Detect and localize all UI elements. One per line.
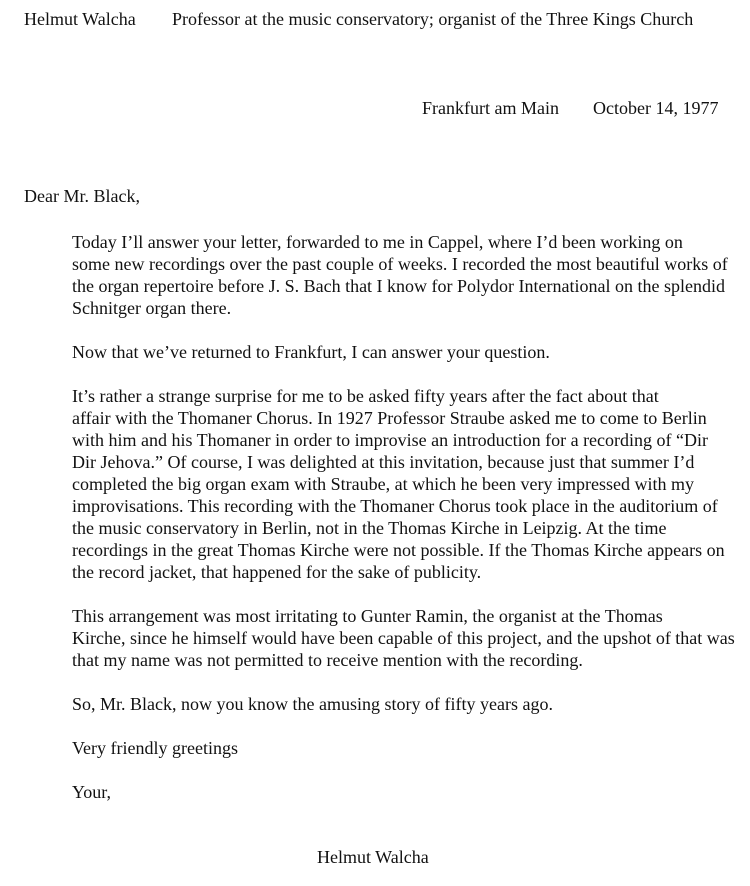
paragraph-line: It’s rather a strange surprise for me to be asked fifty years after the fact about that	[72, 386, 659, 406]
letterhead-title: Professor at the music conservatory; organist of the Three Kings Church	[172, 9, 694, 29]
paragraph-line: Now that we’ve returned to Frankfurt, I can answer your question.	[72, 342, 550, 362]
letter-body	[24, 231, 738, 825]
closing-line-greetings: Very friendly greetings	[72, 738, 238, 758]
paragraph-line: affair with the Thomaner Chorus. In 1927 Professor Straube asked me to come to Berlin	[72, 408, 707, 428]
paragraph-1	[24, 231, 738, 319]
paragraph-line: Schnitger organ there.	[72, 298, 232, 318]
paragraph-line: Today I’ll answer your letter, forwarded to me in Cappel, where I’d been working on	[72, 232, 683, 252]
paragraph-line: This arrangement was most irritating to Gunter Ramin, the organist at the Thomas	[72, 606, 663, 626]
paragraph-2	[24, 341, 738, 363]
paragraph-line: Kirche, since he himself would have been capable of this project, and the upshot of that was	[72, 628, 735, 648]
paragraph-line: the organ repertoire before J. S. Bach that I know for Polydor International on the splendid	[72, 276, 725, 296]
paragraph-line: recordings in the great Thomas Kirche were not possible. If the Thomas Kirche appears on	[72, 540, 725, 560]
closing-line-story: So, Mr. Black, now you know the amusing story of fifty years ago.	[72, 694, 553, 714]
letter-place: Frankfurt am Main	[422, 98, 559, 118]
paragraph-line: some new recordings over the past couple of weeks. I recorded the most beautiful works of	[72, 254, 728, 274]
paragraph-line: Dir Jehova.” Of course, I was delighted at this invitation, because just that summer I’d	[72, 452, 695, 472]
paragraph-line: completed the big organ exam with Straube, at which he been very impressed with my	[72, 474, 695, 494]
signature-name: Helmut Walcha	[317, 847, 429, 867]
paragraph-line: that my name was not permitted to receive mention with the recording.	[72, 650, 583, 670]
closing-line-your: Your,	[72, 782, 111, 802]
paragraph-line: improvisations. This recording with the Thomaner Chorus took place in the auditorium of	[72, 496, 718, 516]
paragraph-4	[24, 605, 738, 671]
paragraph-line: the music conservatory in Berlin, not in the Thomas Kirche in Leipzig. At the time	[72, 518, 667, 538]
letterhead-name: Helmut Walcha	[24, 9, 136, 29]
letter-date: October 14, 1977	[593, 98, 719, 118]
paragraph-3	[24, 385, 738, 583]
paragraph-line: the record jacket, that happened for the sake of publicity.	[72, 562, 482, 582]
paragraph-line: with him and his Thomaner in order to improvise an introduction for a recording of “Dir	[72, 430, 709, 450]
salutation: Dear Mr. Black,	[24, 186, 140, 206]
